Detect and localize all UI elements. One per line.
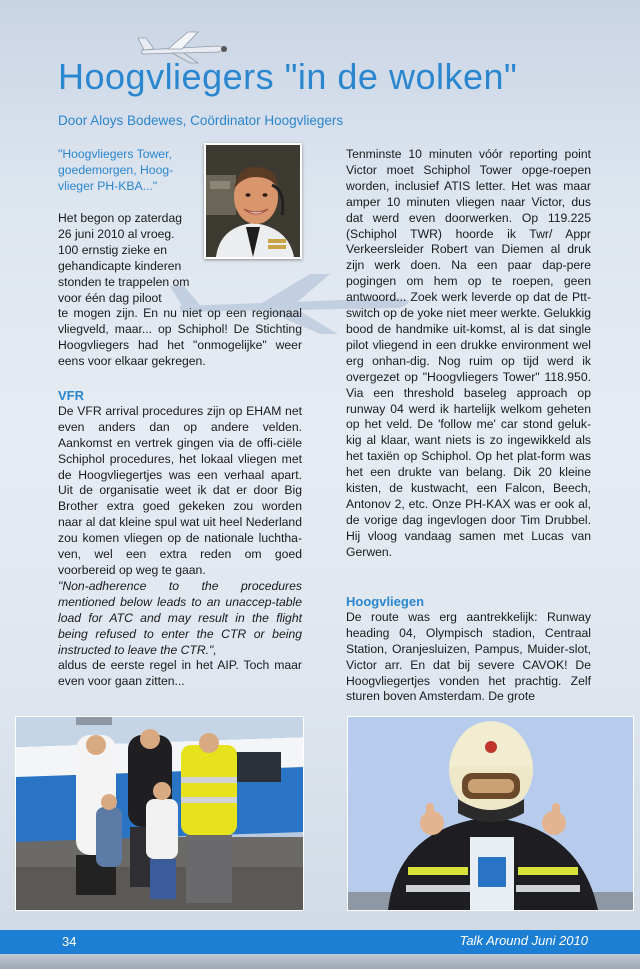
hoogvliegen-heading: Hoogvliegen <box>346 594 425 609</box>
group-photo <box>15 716 304 911</box>
right-column-paragraph: Tenminste 10 minuten vóór reporting point Victor moet Schiphol Tower opge-roepen worden, inclusief ATIS letter. Het was maar amper 10 minuten vliegen naar Victor, dus dat werd even doorwerken. Op 119.225 (Schiphol TWR) hoorde ik Twr/ Appr Verkeersleider Robert van Diemen al druk zijn werk doen. Na een paar dap-pere pogingen om hem op te roepen, geen antwoord... Zoek werk leverde op dat de Ptt-switch op de yoke niet meer werkte. Gelukkig bood de handmike uit-komst, al is dat single pilot vliegend in een drukke environment wel erg onhan-dig. Nog ruim op tijd werd ik overgezet op "Hoogvliegers Tower" 118.950. Via een threshold baseleg approach op runway 04 werd ik hartelijk welkom geheten op het veld. De 'follow me' car stond geluk-kig al klaar, want niets is zo ingewikkeld als het taxiën op Schiphol. Op het plat-form was het een drukte van belang. Dik 20 kleine kisten, de kustwacht, een Falcon, Beech, Antonov 2, etc. Onze PH-KAX was er ook al, de vorige dag ingevlogen door Tim Drubbel. Hij vloog vandaag samen met Lucas van Gerwen. <box>346 147 591 559</box>
vfr-section <box>58 388 302 690</box>
article-byline: Door Aloys Bodewes, Coördinator Hoogvliegers <box>58 113 344 128</box>
vfr-paragraph-after-quote: aldus de eerste regel in het AIP. Toch maar even voor gaan zitten... <box>58 658 302 689</box>
hoogvliegen-section <box>346 594 591 705</box>
page-number: 34 <box>62 934 77 949</box>
bottom-strip <box>0 954 640 969</box>
fire-helmet-illustration <box>348 717 633 910</box>
article-title: Hoogvliegers "in de wolken" <box>58 56 518 97</box>
vfr-heading: VFR <box>58 388 84 403</box>
aip-quote: "Non-adherence to the procedures mentioned below leads to an unaccep-table load for ATC and may result in the flight being refused to enter the CTR or being instructed to leave the CTR.", <box>58 578 302 657</box>
magazine-issue: Talk Around Juni 2010 <box>459 933 588 948</box>
author-portrait-photo <box>204 143 302 259</box>
hoogvliegen-paragraph: De route was erg aantrekkelijk: Runway heading 04, Olympisch stadion, Centraal Station, Oranjesluizen, Pampus, Muider-slot, Victor arr. En dat bij severe CAVOK! De Hoogvliegertjes vonden het prachtig. Zelf sturen boven Amsterdam. De grote <box>346 609 591 704</box>
right-column <box>346 147 591 561</box>
group-photo-illustration <box>16 717 303 910</box>
intro-paragraph: Het begon op zaterdag 26 juni 2010 al vroeg. 100 ernstig zieke en gehandicapte kinderen stonden te trappelen om voor één dag piloot <box>58 211 190 305</box>
intro-quote: "Hoogvliegers Tower, goedemorgen, Hoog-vlieger PH-KBA..." <box>58 147 174 193</box>
intro-paragraph-continued: te mogen zijn. En nu niet op een regionaal vliegveld, maar... op Schiphol! De Stichting Hoogvliegers had het "onmogelijke" weer eens voor elkaar gekregen. <box>58 306 302 368</box>
vfr-paragraph: De VFR arrival procedures zijn op EHAM net even anders dan op andere velden. Aankomst en vertrek gingen via de offi-ciële Schiphol procedures, het lokaal vliegen met de Hoogvliegertjes was een verhaal apart. Uit de organisatie weet ik dat er door Big Brother extra goed gekeken zou worden naar al dat kleine spul wat uit heel Nederland zou komen vliegen op de nationale luchtha-ven, wel een extra reden om goed voorbereid op weg te gaan. <box>58 403 302 577</box>
fire-helmet-photo <box>347 716 634 911</box>
portrait-illustration <box>206 145 300 257</box>
